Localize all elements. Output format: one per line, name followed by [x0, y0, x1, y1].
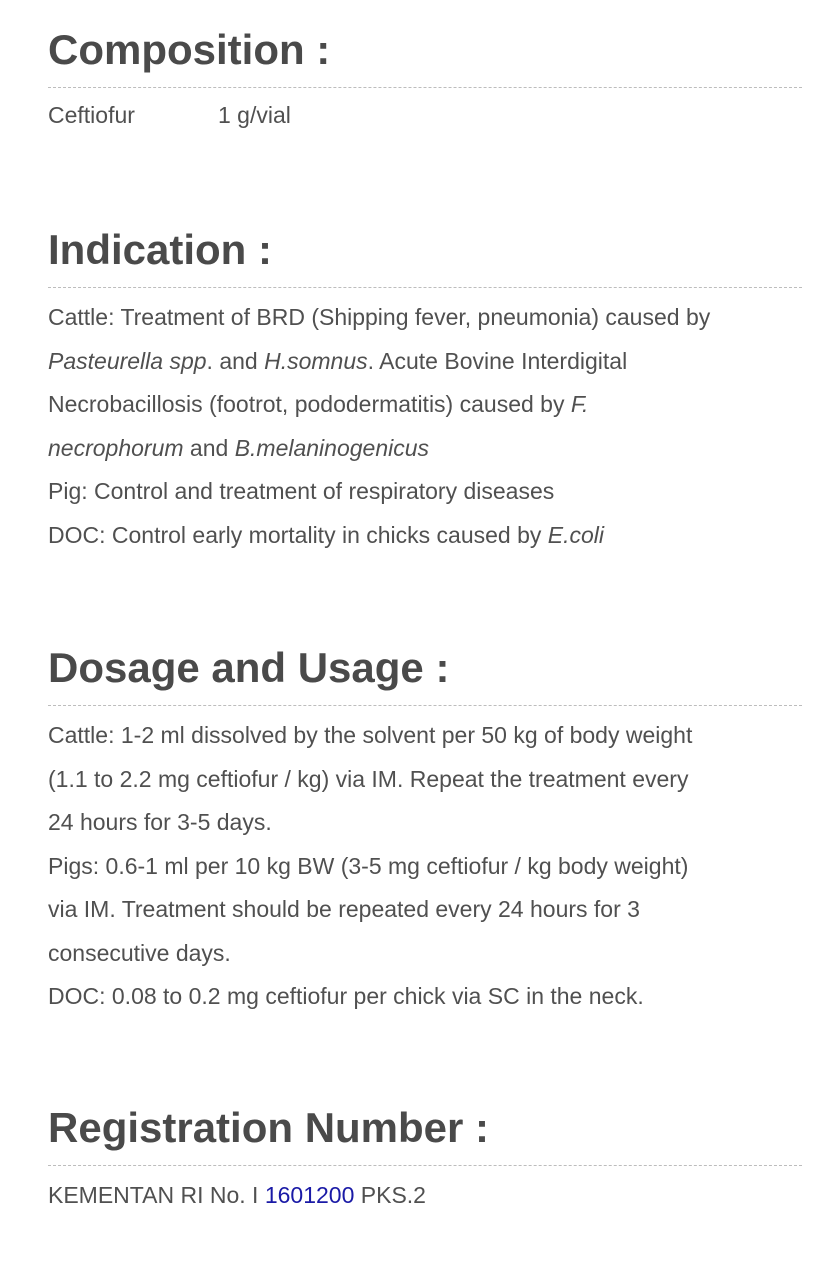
- species-name: H.somnus: [264, 347, 368, 374]
- indication-text: [48, 296, 802, 557]
- dosage-line: 24 hours for 3-5 days.: [48, 809, 272, 835]
- dosage-line: Cattle: 1-2 ml dissolved by the solvent per 50 kg of body weight: [48, 722, 693, 748]
- composition-section: [48, 26, 802, 137]
- indication-line-5: Pig: Control and treatment of respiratory diseases: [48, 478, 555, 504]
- indication-line-3: [48, 383, 802, 427]
- registration-suffix: PKS.2: [354, 1182, 426, 1208]
- species-name: B.melaninogenicus: [234, 434, 430, 461]
- dosage-line: consecutive days.: [48, 939, 231, 966]
- dosage-section: [48, 644, 802, 1019]
- registration-text: [48, 1174, 802, 1218]
- species-name: necrophorum: [48, 434, 184, 461]
- text-span: Necrobacillosis (footrot, pododermatitis) caused by: [48, 391, 571, 417]
- species-name: Pasteurella spp: [48, 347, 207, 374]
- text-span: . Acute Bovine Interdigital: [367, 347, 628, 374]
- indication-line-6: [48, 514, 802, 558]
- dosage-text: [48, 714, 802, 1019]
- indication-line-1: Cattle: Treatment of BRD (Shipping fever, pneumonia) caused by: [48, 304, 711, 330]
- indication-section: [48, 226, 802, 557]
- registration-section: [48, 1104, 802, 1218]
- indication-line-2: [48, 340, 802, 384]
- ingredient-name: Ceftiofur: [48, 102, 135, 128]
- ingredient-amount: 1 g/vial: [218, 102, 291, 128]
- text-span: and: [183, 434, 235, 461]
- text-span: DOC: Control early mortality in chicks caused by: [48, 521, 548, 548]
- composition-row: [48, 94, 802, 137]
- indication-line-4: [48, 427, 802, 471]
- registration-heading: Registration Number :: [48, 1104, 802, 1166]
- dosage-line: DOC: 0.08 to 0.2 mg ceftiofur per chick via SC in the neck.: [48, 983, 644, 1009]
- composition-heading: Composition :: [48, 26, 802, 88]
- text-span: . and: [206, 347, 265, 374]
- registration-prefix: KEMENTAN RI No. I: [48, 1182, 265, 1208]
- species-name: F.: [570, 391, 589, 417]
- dosage-line: (1.1 to 2.2 mg ceftiofur / kg) via IM. Repeat the treatment every: [48, 765, 689, 792]
- dosage-line: via IM. Treatment should be repeated every 24 hours for 3: [48, 896, 640, 922]
- species-name: E.coli: [547, 521, 605, 548]
- dosage-line: Pigs: 0.6-1 ml per 10 kg BW (3-5 mg ceftiofur / kg body weight): [48, 852, 689, 879]
- registration-line: [48, 1174, 802, 1218]
- registration-number-link[interactable]: 1601200: [264, 1182, 355, 1208]
- dosage-heading: Dosage and Usage :: [48, 644, 802, 706]
- indication-heading: Indication :: [48, 226, 802, 288]
